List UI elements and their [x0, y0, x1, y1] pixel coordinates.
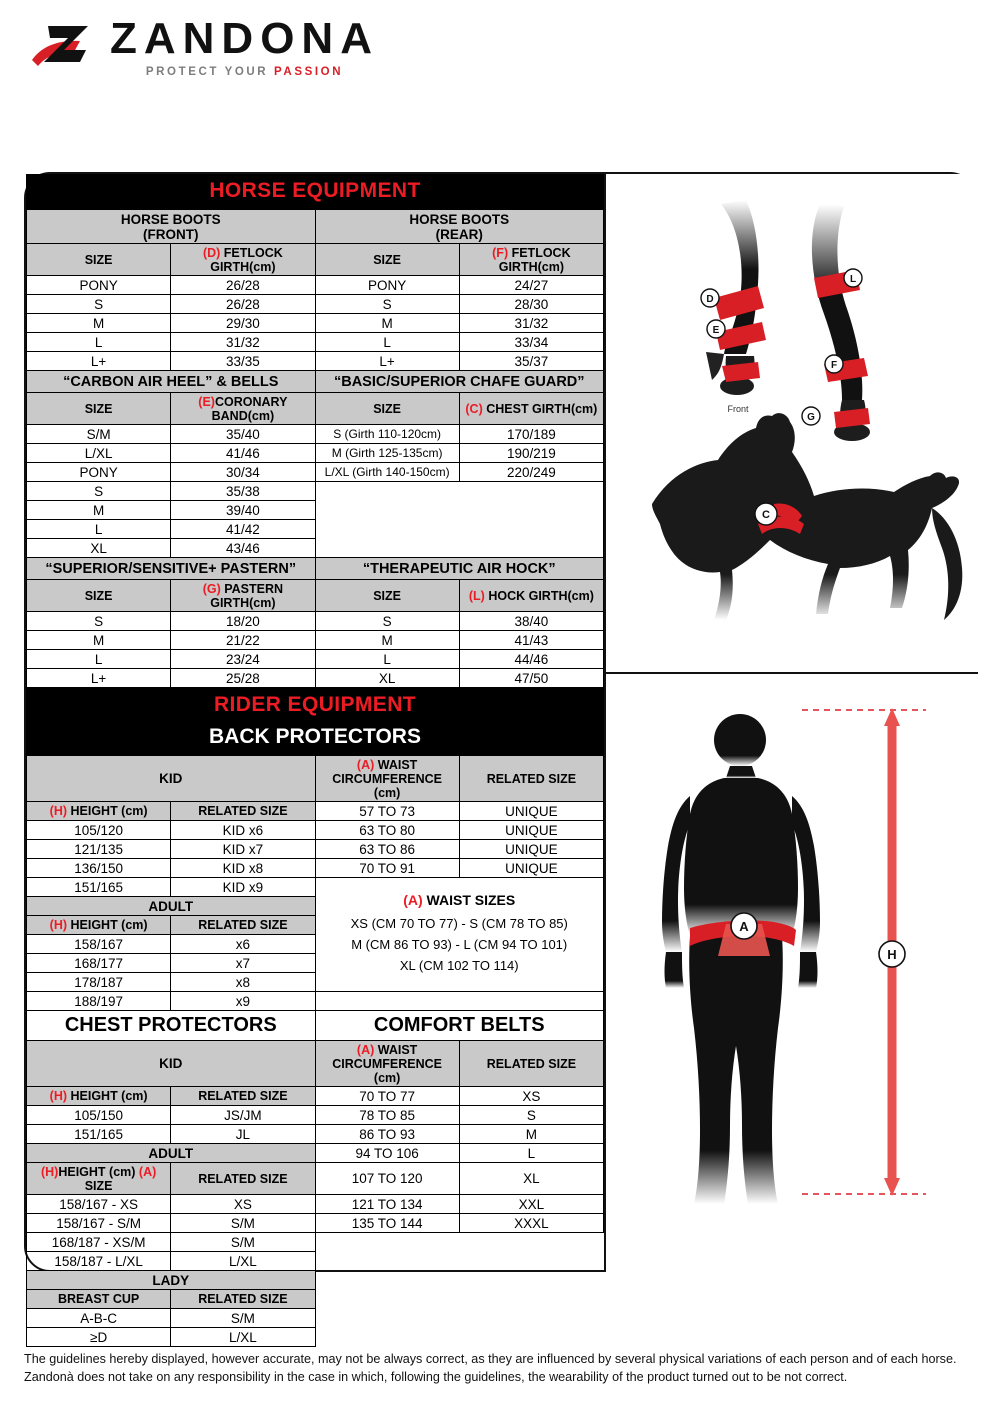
table-row [27, 992, 604, 1011]
rider-equipment-banner: RIDER EQUIPMENT [26, 688, 604, 723]
cell: 43/46 [171, 539, 315, 558]
disclaimer-line-2: Zandonà does not take on any responsibility in the case in which, following the guidelines, the wearability of the product turned out to be not correct. [24, 1370, 848, 1385]
cell: 135 TO 144 [315, 1214, 459, 1233]
cell: L+ [27, 669, 171, 688]
col-fetlock-rear: (F) FETLOCK GIRTH(cm) [459, 244, 603, 276]
table-row [27, 482, 604, 501]
col-lady-related: RELATED SIZE [171, 1290, 315, 1309]
cell: L/XL [171, 1328, 315, 1347]
table-row [27, 1328, 604, 1347]
table-row [27, 1106, 604, 1125]
cell: XXXL [459, 1214, 603, 1233]
cell: XXL [459, 1195, 603, 1214]
col-pastern-girth: (G) PASTERN GIRTH(cm) [171, 580, 315, 612]
table-row [27, 631, 604, 650]
label-front: Front [727, 404, 749, 414]
cell: 168/177 [27, 954, 171, 973]
col-height-adult: (H) HEIGHT (cm) [27, 916, 171, 935]
chest-kid-label: KID [27, 1041, 316, 1087]
horse-boots-table [26, 209, 604, 688]
cell: 30/34 [171, 463, 315, 482]
col-related-size-adult: RELATED SIZE [171, 916, 315, 935]
cell: 136/150 [27, 859, 171, 878]
cell: M [315, 631, 459, 650]
cell: XL [27, 539, 171, 558]
horse-boots-front-title: HORSE BOOTS (FRONT) [27, 210, 316, 244]
cell: 41/43 [459, 631, 603, 650]
cell: ≥D [27, 1328, 171, 1347]
cell: S/M [171, 1214, 315, 1233]
cell: UNIQUE [459, 821, 603, 840]
cell: 63 TO 80 [315, 821, 459, 840]
cell: M [27, 314, 171, 333]
cell: 35/37 [459, 352, 603, 371]
cell: 28/30 [459, 295, 603, 314]
cell: L [459, 1144, 603, 1163]
col-related-size-kid: RELATED SIZE [171, 802, 315, 821]
disclaimer-line-1: The guidelines hereby displayed, however accurate, may not be always correct, as they are influenced by several physical variations of each person and of each horse. [24, 1352, 957, 1366]
cell: 57 TO 73 [315, 802, 459, 821]
col-chest-adult-size: (H)HEIGHT (cm) (A) SIZE [27, 1163, 171, 1195]
cell: M [315, 314, 459, 333]
cell: S (Girth 110-120cm) [315, 425, 459, 444]
cell: 26/28 [171, 295, 315, 314]
kid-section-label: KID [27, 756, 316, 802]
cell: M [27, 501, 171, 520]
cell: UNIQUE [459, 840, 603, 859]
cell: UNIQUE [459, 802, 603, 821]
cell: 33/35 [171, 352, 315, 371]
col-size-chafe: SIZE [315, 393, 459, 425]
lady-section-label: LADY [27, 1271, 316, 1290]
cell: 25/28 [171, 669, 315, 688]
cell: 168/187 - XS/M [27, 1233, 171, 1252]
col-related-size-kidwaist: RELATED SIZE [459, 756, 603, 802]
cell: x8 [171, 973, 315, 992]
table-row [27, 859, 604, 878]
cell: L [27, 520, 171, 539]
cell: x7 [171, 954, 315, 973]
col-size-carbon: SIZE [27, 393, 171, 425]
logo-wordmark: ZANDONA [110, 13, 379, 63]
cell: L [27, 650, 171, 669]
col-chest-related-kid: RELATED SIZE [171, 1087, 315, 1106]
cell: 151/165 [27, 1125, 171, 1144]
brand-logo [28, 13, 379, 78]
callout-a: A [739, 919, 749, 934]
cell: KID x6 [171, 821, 315, 840]
hock-title: “THERAPEUTIC AIR HOCK” [315, 558, 604, 580]
cell: S/M [171, 1309, 315, 1328]
cell: KID x9 [171, 878, 315, 897]
cell: 70 TO 77 [315, 1087, 459, 1106]
cell: S [27, 482, 171, 501]
table-row [27, 333, 604, 352]
cell: PONY [27, 463, 171, 482]
callout-g: G [807, 412, 815, 423]
size-chart-card [24, 172, 976, 1345]
cell: L+ [27, 352, 171, 371]
waist-size-line: M (CM 86 TO 93) - L (CM 94 TO 101) [351, 937, 568, 953]
chest-protectors-title: CHEST PROTECTORS [27, 1011, 316, 1041]
cell: 158/167 - XS [27, 1195, 171, 1214]
cell: 35/40 [171, 425, 315, 444]
cell: 21/22 [171, 631, 315, 650]
zandona-z-icon [28, 16, 100, 78]
col-size-hock: SIZE [315, 580, 459, 612]
back-protectors-table [26, 755, 604, 1347]
horse-illustration [606, 174, 978, 672]
col-chest-adult-related: RELATED SIZE [171, 1163, 315, 1195]
cell: A-B-C [27, 1309, 171, 1328]
cell: S [315, 295, 459, 314]
back-protectors-banner: BACK PROTECTORS [26, 723, 604, 755]
callout-f: F [830, 360, 838, 371]
cell: 220/249 [459, 463, 603, 482]
cell: JL [171, 1125, 315, 1144]
cell: 24/27 [459, 276, 603, 295]
waist-size-line: XS (CM 70 TO 77) - S (CM 78 TO 85) [350, 916, 568, 932]
cell: L [315, 333, 459, 352]
cell: 47/50 [459, 669, 603, 688]
cell: PONY [27, 276, 171, 295]
cell: x6 [171, 935, 315, 954]
callout-e: E [712, 325, 720, 336]
cell: 158/187 - L/XL [27, 1252, 171, 1271]
cell: L+ [315, 352, 459, 371]
comfort-belts-title: COMFORT BELTS [315, 1011, 604, 1041]
cell: 107 TO 120 [315, 1163, 459, 1195]
chafe-guard-title: “BASIC/SUPERIOR CHAFE GUARD” [315, 371, 604, 393]
cell: 86 TO 93 [315, 1125, 459, 1144]
carbon-air-heel-title: “CARBON AIR HEEL” & BELLS [27, 371, 316, 393]
table-row [27, 878, 604, 897]
cell: 41/42 [171, 520, 315, 539]
cell: 26/28 [171, 276, 315, 295]
cell: 190/219 [459, 444, 603, 463]
empty-cell [315, 482, 604, 558]
col-hock-girth: (L) HOCK GIRTH(cm) [459, 580, 603, 612]
cell: XS [459, 1087, 603, 1106]
cell: 178/187 [27, 973, 171, 992]
callout-c: C [762, 509, 770, 521]
waist-size-line: XL (CM 102 TO 114) [399, 957, 519, 973]
cell: 38/40 [459, 612, 603, 631]
cell: S [459, 1106, 603, 1125]
cell: S [315, 612, 459, 631]
cell: KID x7 [171, 840, 315, 859]
cell: L/XL [171, 1252, 315, 1271]
col-belt-waist: (A) WAIST CIRCUMFERENCE (cm) [315, 1041, 459, 1087]
adult-section-label: ADULT [27, 897, 316, 916]
cell: M (Girth 125-135cm) [315, 444, 459, 463]
table-row [27, 1214, 604, 1233]
table-row [27, 650, 604, 669]
table-row [27, 463, 604, 482]
horse-equipment-banner: HORSE EQUIPMENT [26, 174, 604, 209]
table-row [27, 425, 604, 444]
callout-l: L [849, 274, 857, 285]
cell: S/M [171, 1233, 315, 1252]
cell: 29/30 [171, 314, 315, 333]
cell: 33/34 [459, 333, 603, 352]
table-row [27, 276, 604, 295]
cell: XS [171, 1195, 315, 1214]
cell: 170/189 [459, 425, 603, 444]
callout-d: D [706, 294, 714, 305]
col-chest-height-kid: (H) HEIGHT (cm) [27, 1087, 171, 1106]
logo-tagline: PROTECT YOUR PASSION [145, 65, 344, 78]
table-row [27, 314, 604, 333]
pastern-title: “SUPERIOR/SENSITIVE+ PASTERN” [27, 558, 316, 580]
table-row [27, 352, 604, 371]
cell: 121 TO 134 [315, 1195, 459, 1214]
cell: x9 [171, 992, 315, 1011]
cell: 35/38 [171, 482, 315, 501]
cell: 70 TO 91 [315, 859, 459, 878]
col-breast-cup: BREAST CUP [27, 1290, 171, 1309]
cell: XL [459, 1163, 603, 1195]
disclaimer [24, 1350, 976, 1387]
cell: 18/20 [171, 612, 315, 631]
cell: 105/120 [27, 821, 171, 840]
cell: PONY [315, 276, 459, 295]
callout-h: H [887, 947, 897, 962]
col-size-rear: SIZE [315, 244, 459, 276]
cell: L/XL [27, 444, 171, 463]
table-row [27, 612, 604, 631]
table-row [27, 444, 604, 463]
cell: S/M [27, 425, 171, 444]
cell: L [315, 650, 459, 669]
cell: S [27, 295, 171, 314]
illustrations-column [604, 174, 978, 1270]
col-waist-circumference: (A) WAIST CIRCUMFERENCE (cm) [315, 756, 459, 802]
cell: KID x8 [171, 859, 315, 878]
rider-illustration [606, 672, 978, 1272]
empty-cell [315, 1328, 604, 1347]
cell: S [27, 612, 171, 631]
cell: M [459, 1125, 603, 1144]
col-height-kid: (H) HEIGHT (cm) [27, 802, 171, 821]
col-size-front: SIZE [27, 244, 171, 276]
cell: 41/46 [171, 444, 315, 463]
empty-cell [315, 992, 604, 1011]
cell: 39/40 [171, 501, 315, 520]
table-row [27, 1125, 604, 1144]
col-size-pastern: SIZE [27, 580, 171, 612]
cell: XL [315, 669, 459, 688]
cell: 158/167 - S/M [27, 1214, 171, 1233]
tables-column [26, 174, 604, 1345]
table-row [27, 669, 604, 688]
cell: 31/32 [171, 333, 315, 352]
cell: 105/150 [27, 1106, 171, 1125]
chest-adult-label: ADULT [27, 1144, 316, 1163]
col-chest-girth: (C) CHEST GIRTH(cm) [459, 393, 603, 425]
table-row [27, 1233, 604, 1252]
table-row [27, 840, 604, 859]
cell: 23/24 [171, 650, 315, 669]
cell: 188/197 [27, 992, 171, 1011]
cell: 31/32 [459, 314, 603, 333]
cell: UNIQUE [459, 859, 603, 878]
col-fetlock-front: (D) FETLOCK GIRTH(cm) [171, 244, 315, 276]
cell: L [27, 333, 171, 352]
col-coronary-band: (E)CORONARY BAND(cm) [171, 393, 315, 425]
waist-sizes-block: (A) WAIST SIZES XS (CM 70 TO 77) - S (CM 78 TO 85) M (CM 86 TO 93) - L (CM 94 TO 101) XL (CM 102 TO 114) [315, 878, 604, 992]
cell: 94 TO 106 [315, 1144, 459, 1163]
table-row [27, 821, 604, 840]
cell: 158/167 [27, 935, 171, 954]
cell: 121/135 [27, 840, 171, 859]
cell: 78 TO 85 [315, 1106, 459, 1125]
table-row [27, 1195, 604, 1214]
cell: L/XL (Girth 140-150cm) [315, 463, 459, 482]
col-belt-related-size: RELATED SIZE [459, 1041, 603, 1087]
cell: 44/46 [459, 650, 603, 669]
cell: 151/165 [27, 878, 171, 897]
cell: 63 TO 86 [315, 840, 459, 859]
cell: JS/JM [171, 1106, 315, 1125]
empty-cell [315, 1233, 604, 1328]
horse-boots-rear-title: HORSE BOOTS (REAR) [315, 210, 604, 244]
cell: M [27, 631, 171, 650]
table-row [27, 295, 604, 314]
